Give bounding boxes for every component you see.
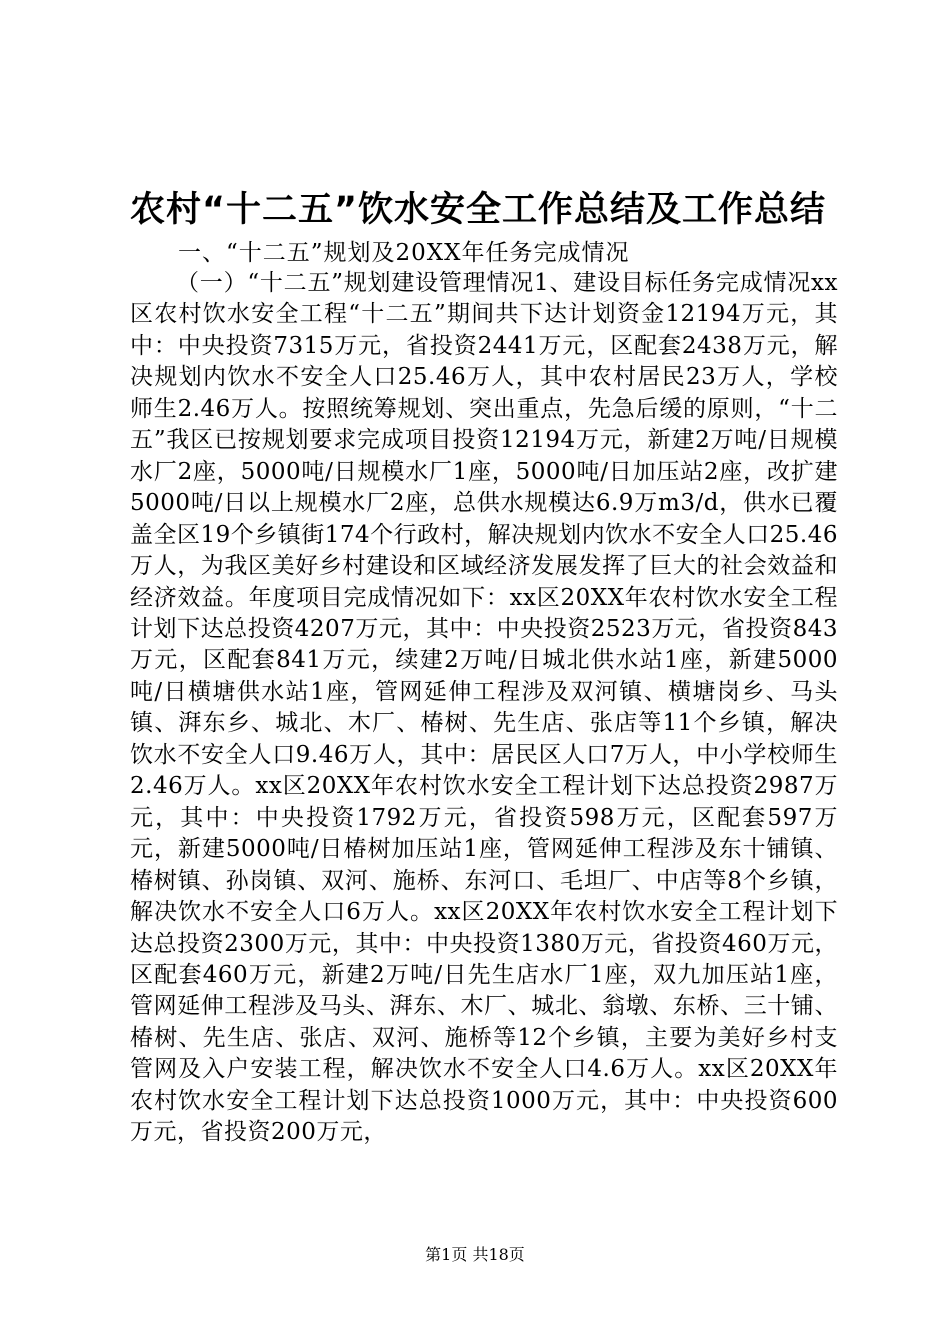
section-heading: 一、“十二五”规划及20XX年任务完成情况 <box>178 240 630 266</box>
body-paragraph: （一）“十二五”规划建设管理情况1、建设目标任务完成情况xx区农村饮水安全工程“十二五”期间共下达计划资金12194万元，其中：中央投资7315万元，省投资2441万元，区配套2438万元，解决规划内饮水不安全人口25.46万人，其中农村居民23万人，学校师生2.46万人。按照统筹规划、突出重点，先急后缓的原则，“十二五”我区已按规划要求完成项目投资12194万元，新建2万吨/日规模水厂2座，5000吨/日规模水厂1座，5000吨/日加压站2座，改扩建5000吨/日以上规模水厂2座，总供水规模达6.9万m3/d，供水已覆盖全区19个乡镇街174个行政村，解决规划内饮水不安全人口25.46万人，为我区美好乡村建设和区域经济发展发挥了巨大的社会效益和经济效益。年度项目完成情况如下：xx区20XX年农村饮水安全工程计划下达总投资4207万元，其中：中央投资2523万元，省投资843万元，区配套841万元，续建2万吨/日城北供水站1座，新建5000吨/日横塘供水站1座，管网延伸工程涉及双河镇、横塘岗乡、马头镇、湃东乡、城北、木厂、椿树、先生店、张店等11个乡镇，解决饮水不安全人口9.46万人，其中：居民区人口7万人，中小学校师生2.46万人。xx区20XX年农村饮水安全工程计划下达总投资2987万元，其中：中央投资1792万元，省投资598万元，区配套597万元，新建5000吨/日椿树加压站1座，管网延伸工程涉及东十铺镇、椿树镇、孙岗镇、双河、施桥、东河口、毛坦厂、中店等8个乡镇，解决饮水不安全人口6万人。xx区20XX年农村饮水安全工程计划下达总投资2300万元，其中：中央投资1380万元，省投资460万元，区配套460万元，新建2万吨/日先生店水厂1座，双九加压站1座，管网延伸工程涉及马头、湃东、木厂、城北、翁墩、东桥、三十铺、椿树、先生店、张店、双河、施桥等12个乡镇，主要为美好乡村支管网及入户安装工程，解决饮水不安全人口4.6万人。xx区20XX年农村饮水安全工程计划下达总投资1000万元，其中：中央投资600万元，省投资200万元， <box>130 270 839 1146</box>
document-title: 农村“十二五”饮水安全工作总结及工作总结 <box>130 190 827 230</box>
page-number-footer: 第1页 共18页 <box>425 1245 525 1264</box>
